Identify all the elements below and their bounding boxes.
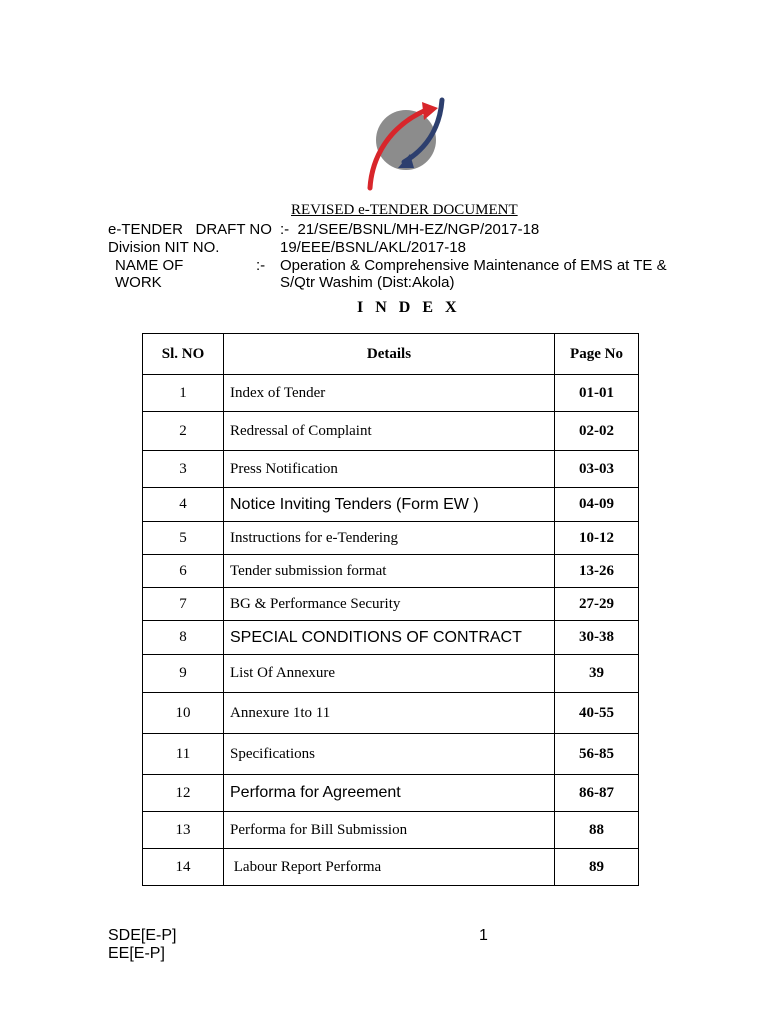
table-row [143,412,639,451]
table-row [143,849,639,886]
index-title: I N D E X [357,299,461,316]
row-sl-no: 8 [143,621,224,655]
row-sl-no: 14 [143,849,224,886]
table-row [143,693,639,734]
row-page-no: 40-55 [555,693,639,734]
footer-signature-sde: SDE[E-P] [108,927,177,944]
column-header-details: Details [224,334,555,375]
row-sl-no: 3 [143,451,224,488]
name-of-work-value-line1: Operation & Comprehensive Maintenance of EMS at TE & [280,257,667,274]
row-page-no: 10-12 [555,522,639,555]
table-row [143,734,639,775]
row-sl-no: 10 [143,693,224,734]
row-page-no: 02-02 [555,412,639,451]
row-details: Labour Report Performa [224,849,555,886]
name-of-work-label-line1: NAME OF [115,257,184,274]
row-details: List Of Annexure [224,655,555,693]
row-sl-no: 11 [143,734,224,775]
column-header-sl-no: Sl. NO [143,334,224,375]
table-row [143,775,639,812]
row-page-no: 89 [555,849,639,886]
table-row [143,655,639,693]
column-header-page-no: Page No [555,334,639,375]
table-row [143,621,639,655]
nit-no-label: Division NIT NO. [108,239,220,256]
table-row [143,451,639,488]
name-of-work-separator: :- [256,257,266,274]
row-details: Performa for Bill Submission [224,812,555,849]
row-sl-no: 4 [143,488,224,522]
draft-no-value: :- 21/SEE/BSNL/MH-EZ/NGP/2017-18 [280,221,540,238]
document-title: REVISED e-TENDER DOCUMENT [291,202,518,218]
page-number: 1 [479,927,488,944]
row-details: Index of Tender [224,375,555,412]
row-sl-no: 1 [143,375,224,412]
footer-signature-ee: EE[E-P] [108,945,165,962]
index-table [142,333,639,886]
row-page-no: 27-29 [555,588,639,621]
row-sl-no: 5 [143,522,224,555]
row-page-no: 04-09 [555,488,639,522]
table-row [143,812,639,849]
table-row [143,588,639,621]
table-row [143,375,639,412]
table-row [143,555,639,588]
row-page-no: 56-85 [555,734,639,775]
row-details: Notice Inviting Tenders (Form EW ) [224,488,555,522]
nit-no-value: 19/EEE/BSNL/AKL/2017-18 [280,239,466,256]
draft-no-label: e-TENDER DRAFT NO [108,221,272,238]
row-sl-no: 2 [143,412,224,451]
bsnl-logo-icon [364,96,448,196]
row-page-no: 13-26 [555,555,639,588]
row-sl-no: 7 [143,588,224,621]
row-details: SPECIAL CONDITIONS OF CONTRACT [224,621,555,655]
row-details: Specifications [224,734,555,775]
row-page-no: 30-38 [555,621,639,655]
row-sl-no: 9 [143,655,224,693]
name-of-work-value-line2: S/Qtr Washim (Dist:Akola) [280,274,455,291]
row-details: Instructions for e-Tendering [224,522,555,555]
row-page-no: 88 [555,812,639,849]
row-details: Redressal of Complaint [224,412,555,451]
row-details: Tender submission format [224,555,555,588]
row-details: BG & Performance Security [224,588,555,621]
row-details: Press Notification [224,451,555,488]
row-page-no: 86-87 [555,775,639,812]
row-sl-no: 6 [143,555,224,588]
table-row [143,522,639,555]
table-row [143,488,639,522]
row-sl-no: 13 [143,812,224,849]
row-details: Annexure 1to 11 [224,693,555,734]
table-header-row [143,334,639,375]
name-of-work-label-line2: WORK [115,274,162,291]
row-page-no: 01-01 [555,375,639,412]
row-page-no: 39 [555,655,639,693]
row-page-no: 03-03 [555,451,639,488]
row-details: Performa for Agreement [224,775,555,812]
row-sl-no: 12 [143,775,224,812]
